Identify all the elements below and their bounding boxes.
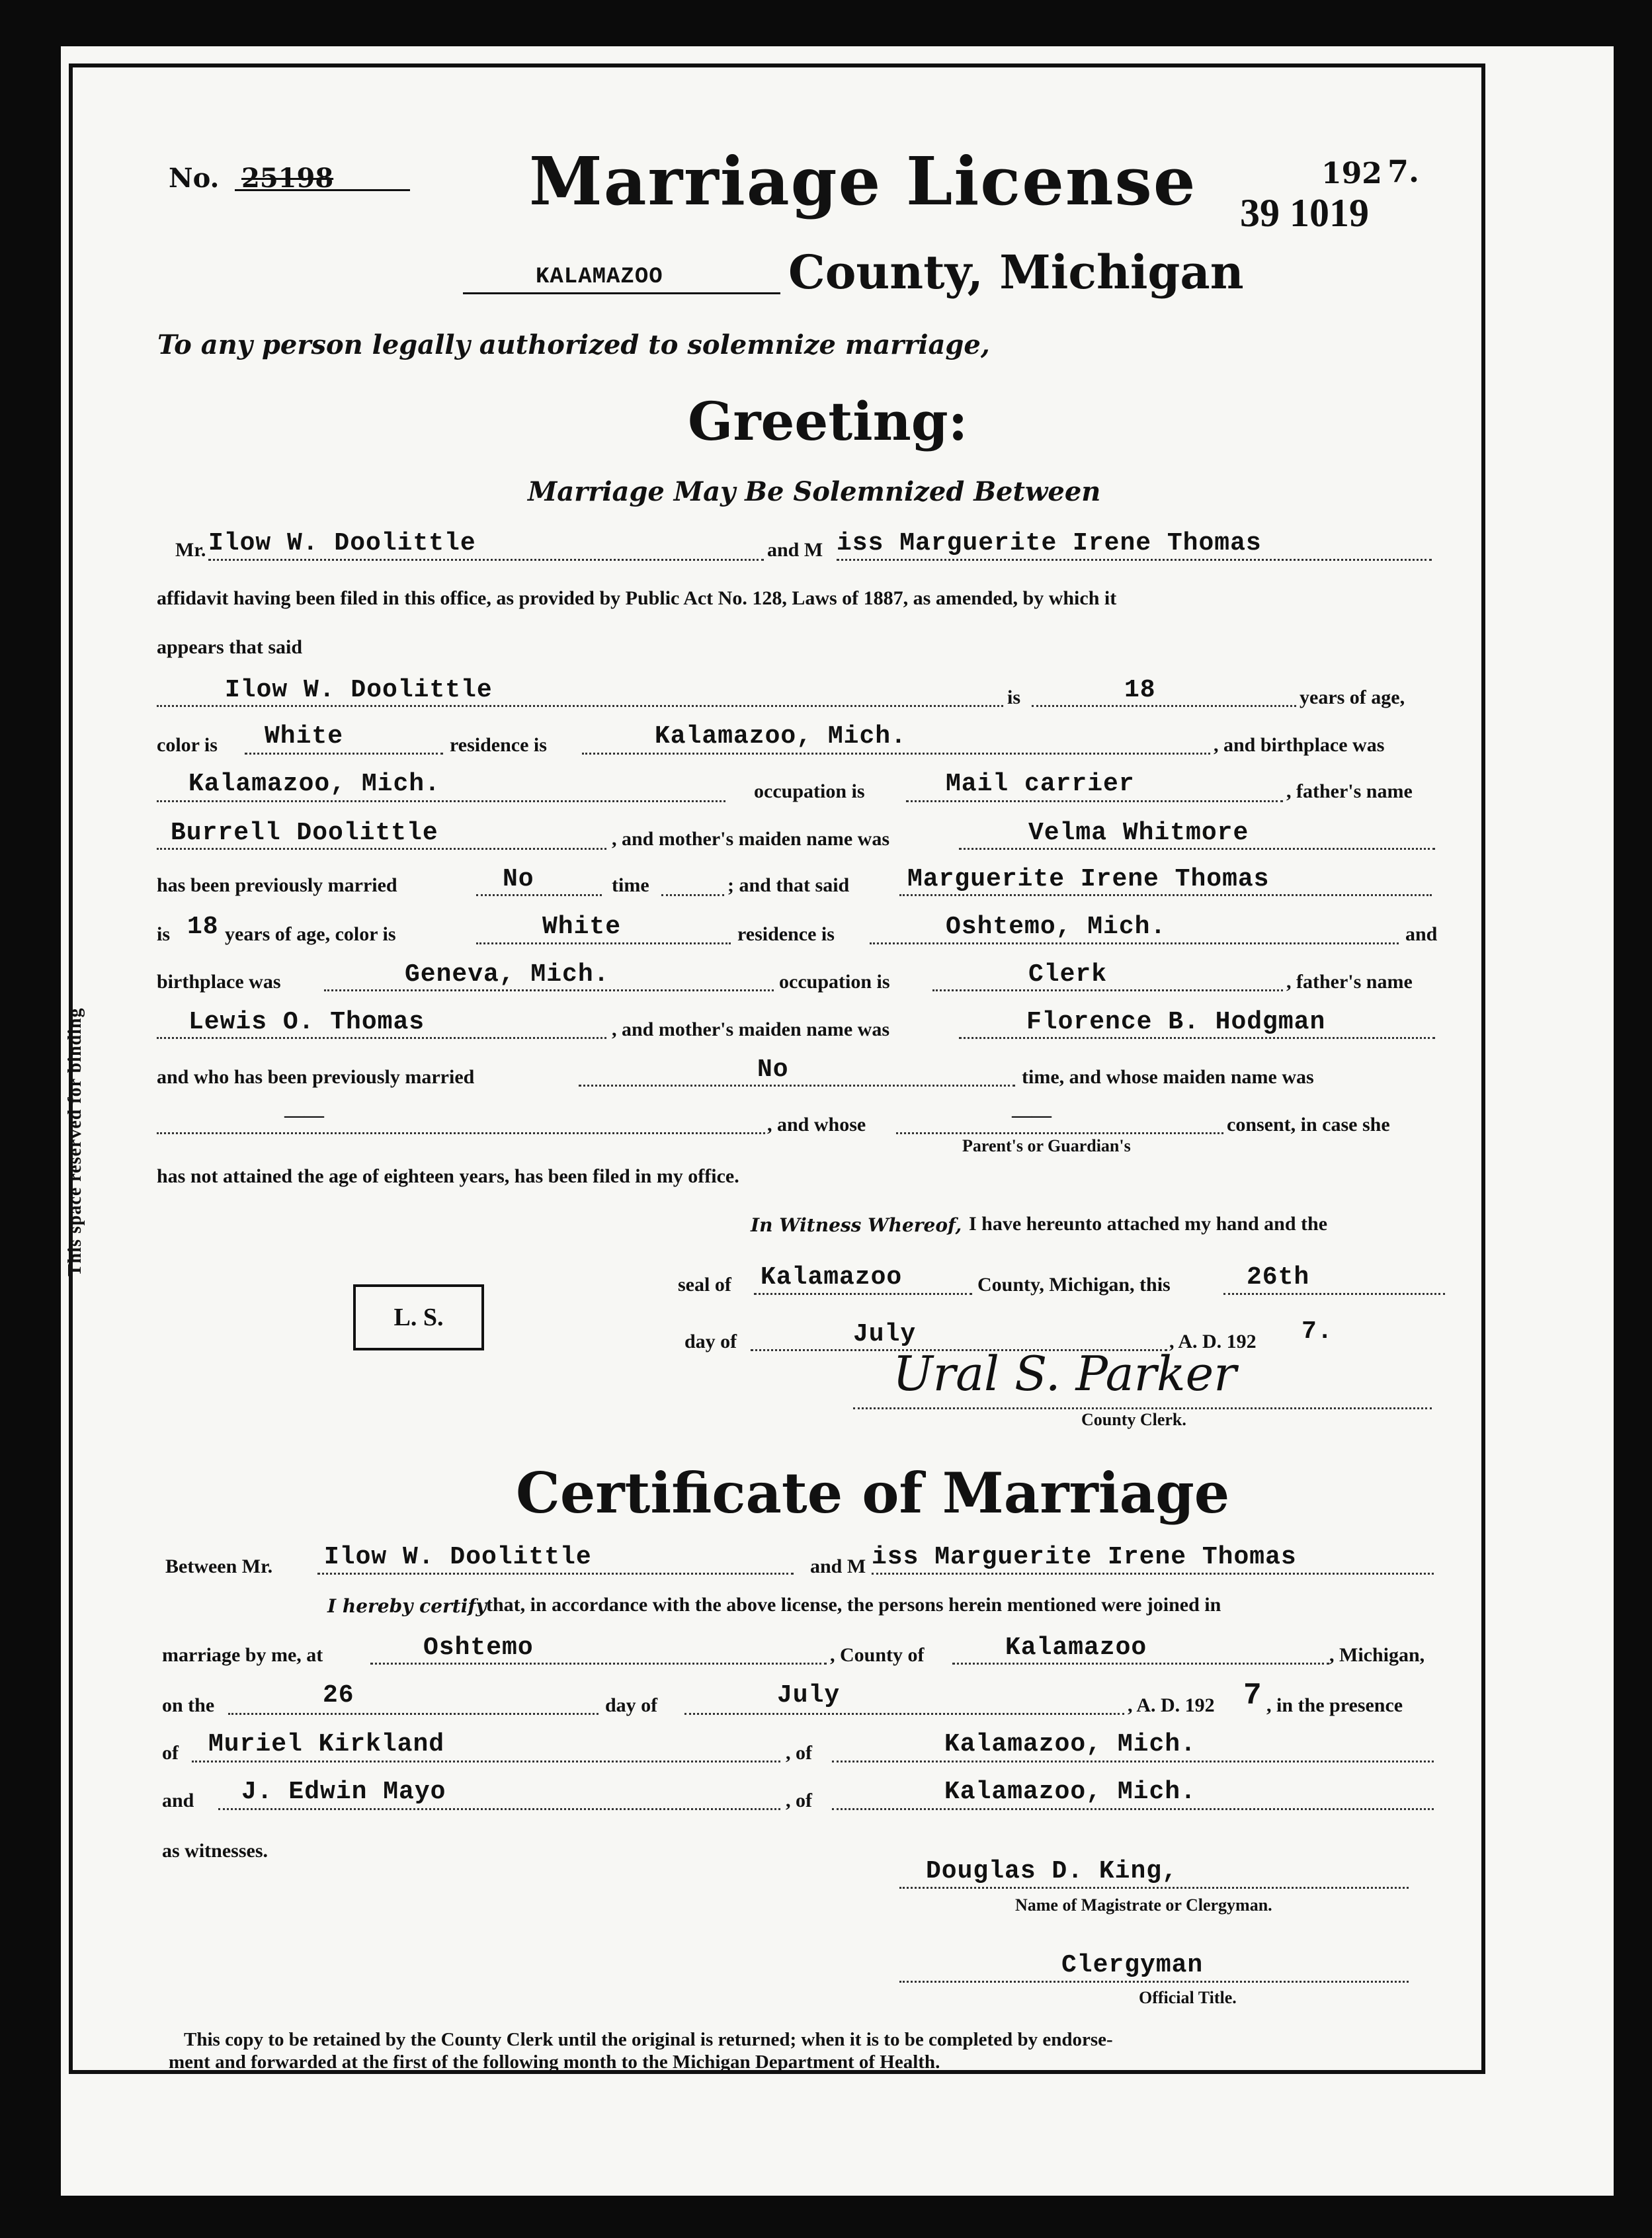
time-label: time (612, 874, 649, 896)
occupation-is-label-2: occupation is (779, 971, 890, 993)
groom-father: Burrell Doolittle (171, 819, 438, 847)
marriage-by-me-label: marriage by me, at (162, 1644, 323, 1666)
of-label-3: , of (786, 1790, 812, 1811)
between-mr-label: Between Mr. (165, 1555, 273, 1577)
ad-label: , A. D. 192 (1169, 1331, 1257, 1352)
day-of-label: day of (684, 1331, 737, 1352)
mothers-maiden-label: , and mother's maiden name was (612, 828, 890, 850)
and-m-label: and M (767, 539, 823, 561)
county-label: County, Michigan (788, 245, 1244, 300)
on-the-label: on the (162, 1694, 215, 1716)
occupation-is-label: occupation is (754, 780, 865, 802)
is-label: is (1007, 686, 1021, 708)
cert-bride: iss Marguerite Irene Thomas (872, 1543, 1297, 1571)
years-of-age-color-label: years of age, color is (225, 923, 396, 945)
witness2-place: Kalamazoo, Mich. (944, 1778, 1196, 1806)
witness1-name: Muriel Kirkland (208, 1730, 445, 1759)
seal-year-digit: 7. (1301, 1317, 1333, 1346)
bride-age: 18 (187, 913, 219, 941)
official-title: Clergyman (1061, 1951, 1204, 1979)
bride-prev: No (757, 1056, 789, 1084)
in-witness-rest: I have hereunto attached my hand and the (969, 1213, 1328, 1235)
michigan-label: , Michigan, (1329, 1644, 1425, 1666)
year-printed: 192 (1321, 157, 1382, 190)
cert-day: 26 (323, 1681, 354, 1710)
seal-month: July (853, 1320, 917, 1348)
bride-birthplace: Geneva, Mich. (405, 960, 610, 989)
of-label: of (162, 1742, 179, 1764)
bride-father: Lewis O. Thomas (188, 1008, 425, 1036)
consent-value: —— (1012, 1104, 1052, 1126)
is-label-2: is (157, 923, 171, 945)
cert-and-label: and (162, 1790, 194, 1811)
cert-county: Kalamazoo (1005, 1634, 1147, 1662)
bride-color: White (542, 913, 622, 941)
seal-county: Kalamazoo (761, 1263, 903, 1292)
and-whose-label: , and whose (767, 1114, 866, 1136)
bride-name: Marguerite Irene Thomas (907, 865, 1270, 893)
and-label: and (1405, 923, 1438, 945)
locus-sigilli-box: L. S. (353, 1284, 484, 1350)
year-digit: 7. (1387, 153, 1420, 189)
officiant-label: Name of Magistrate or Clergyman. (1015, 1895, 1272, 1915)
county-of-label: , County of (830, 1644, 925, 1666)
residence-is-label: residence is (450, 734, 547, 756)
binding-note: This space reserved for binding (65, 1007, 85, 1276)
bride-residence: Oshtemo, Mich. (946, 913, 1167, 941)
bride-occupation: Clerk (1028, 960, 1108, 989)
mr-label: Mr. (175, 539, 206, 561)
in-presence-label: , in the presence (1266, 1694, 1403, 1716)
seal-day: 26th (1247, 1263, 1310, 1292)
certify-rest: that, in accordance with the above license, the persons herein mentioned were joined in (486, 1594, 1221, 1616)
groom-color: White (265, 722, 344, 751)
cert-and-m-label: and M (810, 1555, 866, 1577)
footer-line-1: This copy to be retained by the County Clerk until the original is returned; when it is to be completed by endorse- (184, 2029, 1113, 2050)
groom-birthplace: Kalamazoo, Mich. (188, 770, 440, 798)
county-clerk-label: County Clerk. (1081, 1410, 1186, 1429)
footer-line-2: ment and forwarded at the first of the following month to the Michigan Department of Health. (169, 2052, 940, 2073)
witness1-place: Kalamazoo, Mich. (944, 1730, 1196, 1759)
official-title-label: Official Title. (1139, 1988, 1237, 2007)
groom-prev: No (503, 865, 534, 893)
consent-text: consent, in case she (1227, 1114, 1390, 1136)
affidavit-text: affidavit having been filed in this office, as provided by Public Act No. 128, Laws of 1887, as amended, by which it (157, 587, 1117, 609)
bride-mother: Florence B. Hodgman (1026, 1008, 1326, 1036)
color-is-label: color is (157, 734, 218, 756)
in-witness-lead: In Witness Whereof, (751, 1214, 962, 1236)
certify-lead: I hereby certify (327, 1595, 487, 1617)
certificate-title: Certificate of Marriage (516, 1460, 1230, 1526)
cert-month: July (777, 1681, 841, 1710)
maiden-name-value: —— (284, 1104, 324, 1126)
file-number: 39 1019 (1240, 191, 1369, 235)
license-no-label: No. (169, 163, 220, 194)
county-michigan-this-label: County, Michigan, this (977, 1274, 1171, 1296)
residence-is-label-2: residence is (737, 923, 835, 945)
address-line: To any person legally authorized to solemnize marriage, (157, 329, 990, 360)
as-witnesses-label: as witnesses. (162, 1840, 268, 1862)
and-that-said-label: ; and that said (727, 874, 850, 896)
appears-text: appears that said (157, 636, 303, 658)
years-of-age-label: years of age, (1300, 686, 1405, 708)
county-value: KALAMAZOO (536, 265, 663, 290)
groom-residence: Kalamazoo, Mich. (655, 722, 907, 751)
cert-ad-label: , A. D. 192 (1128, 1694, 1215, 1716)
cert-place: Oshtemo (423, 1634, 534, 1662)
birthplace-was-label-2: birthplace was (157, 971, 281, 993)
groom-name: Ilow W. Doolittle (208, 529, 476, 558)
clerk-signature: Ural S. Parker (893, 1346, 1237, 1401)
cert-day-of-label: day of (605, 1694, 658, 1716)
cert-year-digit: 7 (1243, 1678, 1262, 1713)
time-whose-maiden-label: time, and whose maiden name was (1022, 1066, 1314, 1088)
groom-mother: Velma Whitmore (1028, 819, 1249, 847)
fathers-name-label: , father's name (1286, 780, 1413, 802)
groom-name-2: Ilow W. Doolittle (225, 676, 493, 704)
mothers-maiden-label-2: , and mother's maiden name was (612, 1018, 890, 1040)
seal-of-label: seal of (678, 1274, 731, 1296)
subheading: Marriage May Be Solemnized Between (528, 476, 1101, 507)
groom-occupation: Mail carrier (946, 770, 1135, 798)
birthplace-was-label: , and birthplace was (1214, 734, 1385, 756)
prev-married-label: has been previously married (157, 874, 397, 896)
groom-age: 18 (1124, 676, 1156, 704)
officiant-name: Douglas D. King, (926, 1857, 1178, 1886)
license-no-value: 25198 (241, 163, 334, 194)
of-label-2: , of (786, 1742, 812, 1764)
who-prev-married-label: and who has been previously married (157, 1066, 475, 1088)
fathers-name-label-2: , father's name (1286, 971, 1413, 993)
greeting-heading: Greeting: (688, 390, 968, 452)
witness2-name: J. Edwin Mayo (241, 1778, 446, 1806)
license-title: Marriage License (529, 142, 1197, 220)
bride-name-full: iss Marguerite Irene Thomas (837, 529, 1262, 558)
cert-groom: Ilow W. Doolittle (324, 1543, 592, 1571)
not-attained-text: has not attained the age of eighteen years, has been filed in my office. (157, 1165, 739, 1187)
parents-guardians-label: Parent's or Guardian's (962, 1136, 1131, 1155)
